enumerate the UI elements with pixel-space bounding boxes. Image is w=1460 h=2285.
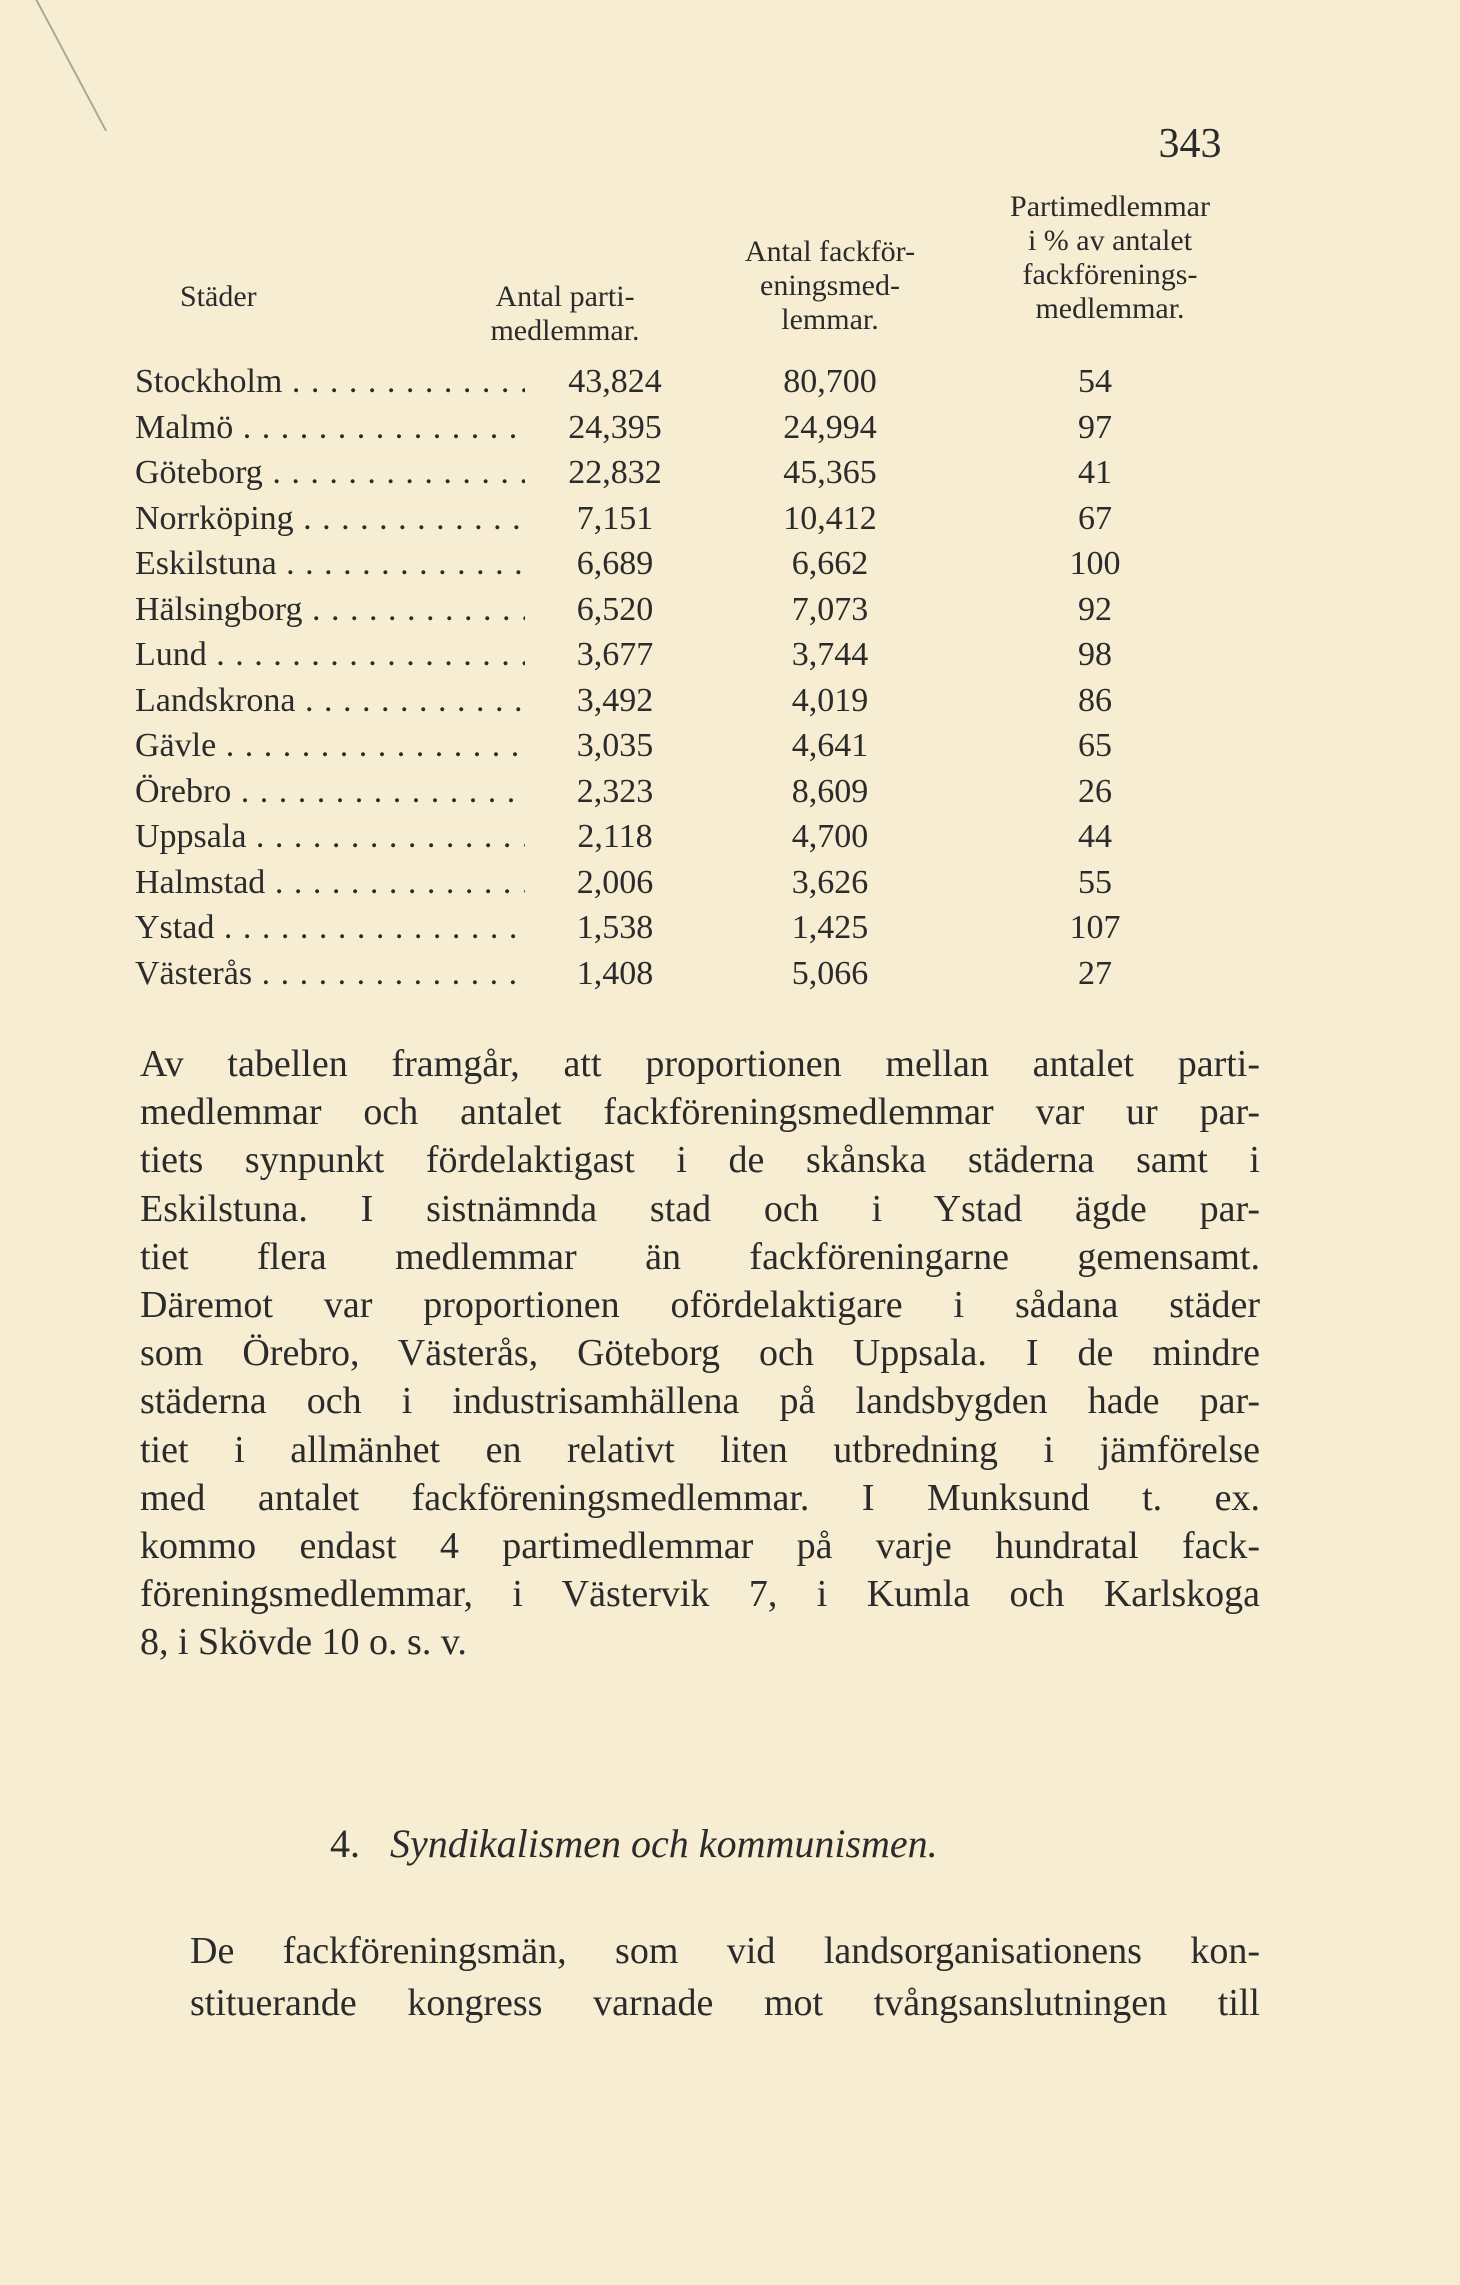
cell-city: Eskilstuna . . . bbox=[135, 545, 525, 583]
table-row bbox=[135, 591, 1265, 637]
table-row bbox=[135, 545, 1265, 591]
cell-percent: 100 bbox=[1069, 545, 1121, 582]
table-row bbox=[135, 773, 1265, 819]
cell-party-members: 2,006 bbox=[576, 863, 654, 901]
table-row bbox=[135, 454, 1265, 500]
cell-percent: 107 bbox=[1069, 909, 1121, 946]
header-party-line: medlemmar. bbox=[490, 314, 640, 347]
header-union-line: lemmar. bbox=[781, 303, 879, 336]
cell-percent: 41 bbox=[1078, 454, 1112, 491]
cell-union-members: 7,073 bbox=[791, 590, 869, 628]
cell-union-members: 5,066 bbox=[791, 954, 869, 992]
paragraph-line: föreningsmedlemmar, i Västervik 7, i Kumla och Karlskoga bbox=[140, 1573, 1260, 1616]
paragraph-line: tiets synpunkt fördelaktigast i de skånska städerna samt i bbox=[140, 1139, 1260, 1182]
cell-percent: 86 bbox=[1078, 681, 1112, 719]
cell-city: Stockholm . . . bbox=[135, 363, 525, 401]
header-percent-line: i % av antalet bbox=[1027, 224, 1193, 257]
paragraph-line: De fackföreningsmän, som vid landsorganisationens kon- bbox=[190, 1930, 1260, 1972]
cell-percent: 26 bbox=[1078, 772, 1112, 810]
table-row bbox=[135, 909, 1265, 955]
cell-union-members: 80,700 bbox=[783, 363, 877, 400]
table-row bbox=[135, 409, 1265, 455]
paragraph-line: städerna och i industrisamhällena på landsbygden hade par- bbox=[140, 1380, 1260, 1423]
cell-party-members: 2,323 bbox=[576, 772, 654, 810]
section-paragraph bbox=[190, 1925, 1260, 2029]
header-party-members bbox=[455, 280, 675, 348]
paragraph-line: Eskilstuna. I sistnämnda stad och i Ystad ägde par- bbox=[140, 1187, 1260, 1230]
header-percent-line: Partimedlemmar bbox=[1010, 190, 1210, 223]
cell-union-members: 24,994 bbox=[783, 408, 877, 446]
cell-party-members: 6,689 bbox=[576, 545, 654, 582]
paragraph-line: Däremot var proportionen ofördelaktigare i sådana städer bbox=[140, 1284, 1260, 1327]
cell-union-members: 6,662 bbox=[791, 545, 869, 582]
section-number: 4. bbox=[330, 1821, 360, 1866]
cell-party-members: 6,520 bbox=[576, 590, 654, 628]
cell-city: Göteborg . . . bbox=[135, 454, 525, 492]
cell-union-members: 3,744 bbox=[791, 636, 869, 673]
table-row bbox=[135, 727, 1265, 773]
table-body bbox=[135, 363, 1265, 1000]
paragraph-line: tiet i allmänhet en relativt liten utbredning i jämförelse bbox=[140, 1428, 1260, 1471]
cell-union-members: 4,641 bbox=[791, 727, 869, 764]
header-cities: Städer bbox=[180, 280, 257, 313]
header-union-line: eningsmed- bbox=[760, 269, 900, 302]
cell-percent: 67 bbox=[1078, 499, 1112, 537]
header-percent-line: fackförenings- bbox=[1022, 258, 1198, 291]
cell-union-members: 1,425 bbox=[791, 909, 869, 946]
header-union-members bbox=[705, 235, 955, 337]
paragraph-line: med antalet fackföreningsmedlemmar. I Munksund t. ex. bbox=[140, 1476, 1260, 1519]
cell-city: Ystad . . . bbox=[135, 909, 525, 947]
cell-party-members: 7,151 bbox=[576, 499, 654, 537]
cell-party-members: 3,492 bbox=[576, 681, 654, 719]
header-party-line: Antal parti- bbox=[495, 280, 635, 313]
table-row bbox=[135, 818, 1265, 864]
paragraph-line: kommo endast 4 partimedlemmar på varje hundratal fack- bbox=[140, 1525, 1260, 1568]
paragraph-line: som Örebro, Västerås, Göteborg och Uppsala. I de mindre bbox=[140, 1332, 1260, 1375]
cell-percent: 97 bbox=[1078, 408, 1112, 446]
cell-party-members: 2,118 bbox=[577, 818, 653, 855]
cell-party-members: 43,824 bbox=[568, 363, 662, 400]
cell-union-members: 10,412 bbox=[783, 499, 877, 537]
paragraph-line: stituerande kongress varnade mot tvångsanslutningen till bbox=[190, 1982, 1260, 2024]
cell-city: Halmstad . . . bbox=[135, 864, 525, 902]
cell-percent: 44 bbox=[1078, 818, 1112, 855]
section-heading bbox=[330, 1820, 1130, 1867]
cell-party-members: 1,408 bbox=[576, 954, 654, 992]
cell-party-members: 1,538 bbox=[576, 909, 654, 946]
cell-union-members: 4,700 bbox=[791, 818, 869, 855]
cell-union-members: 3,626 bbox=[791, 863, 869, 901]
cell-city: Hälsingborg . . . bbox=[135, 591, 525, 629]
scan-edge-line bbox=[30, 0, 107, 131]
paragraph-line: medlemmar och antalet fackföreningsmedlemmar var ur par- bbox=[140, 1091, 1260, 1134]
cell-percent: 98 bbox=[1078, 636, 1112, 673]
table-row bbox=[135, 682, 1265, 728]
cell-party-members: 3,035 bbox=[576, 727, 654, 764]
paragraph-line: tiet flera medlemmar än fackföreningarne gemensamt. bbox=[140, 1235, 1260, 1278]
table-row bbox=[135, 636, 1265, 682]
cell-percent: 92 bbox=[1078, 590, 1112, 628]
paragraph-line: Av tabellen framgår, att proportionen mellan antalet parti- bbox=[140, 1043, 1260, 1085]
table-row bbox=[135, 500, 1265, 546]
cell-city: Malmö . . . bbox=[135, 409, 525, 447]
header-union-line: Antal fackför- bbox=[744, 235, 916, 268]
cell-union-members: 4,019 bbox=[791, 681, 869, 719]
cell-percent: 65 bbox=[1078, 727, 1112, 764]
cell-city: Västerås . . . bbox=[135, 955, 525, 993]
cell-party-members: 22,832 bbox=[568, 454, 662, 491]
cell-city: Norrköping . . . bbox=[135, 500, 525, 538]
table-row bbox=[135, 363, 1265, 409]
cell-union-members: 45,365 bbox=[783, 454, 877, 491]
cell-city: Lund . . . bbox=[135, 636, 525, 674]
cell-percent: 27 bbox=[1078, 954, 1112, 992]
cell-percent: 55 bbox=[1078, 863, 1112, 901]
page-number: 343 bbox=[1158, 121, 1222, 167]
section-title: Syndikalismen och kommunismen. bbox=[390, 1821, 938, 1866]
paragraph-line: 8, i Skövde 10 o. s. v. bbox=[140, 1621, 467, 1664]
cell-city: Landskrona . . . bbox=[135, 682, 525, 720]
cell-union-members: 8,609 bbox=[791, 772, 869, 810]
cell-percent: 54 bbox=[1078, 363, 1112, 400]
header-percent-line: medlemmar. bbox=[1035, 292, 1185, 325]
cell-party-members: 3,677 bbox=[576, 636, 654, 673]
table-row bbox=[135, 864, 1265, 910]
cell-city: Örebro . . . bbox=[135, 773, 525, 811]
cell-party-members: 24,395 bbox=[568, 408, 662, 446]
cell-city: Gävle . . . bbox=[135, 727, 525, 765]
body-paragraph bbox=[140, 1040, 1260, 1667]
header-percent bbox=[965, 190, 1255, 326]
cell-city: Uppsala . . . bbox=[135, 818, 525, 856]
table-row bbox=[135, 955, 1265, 1001]
